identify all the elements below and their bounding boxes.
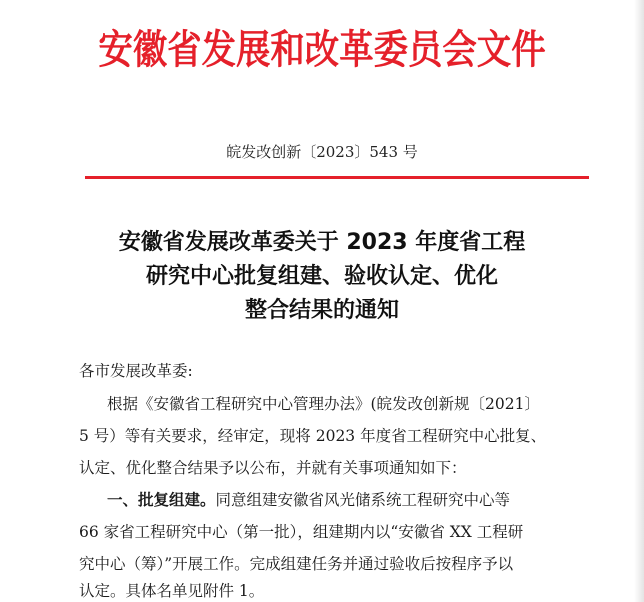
notice-title-line-3: 整合结果的通知 [244, 298, 399, 323]
issuing-organization-header: 安徽省发展和改革委员会文件 [98, 27, 546, 73]
header-red-rule [85, 176, 589, 179]
section-1-line-2: 66 家省工程研究中心（第一批），组建期内以“安徽省 XX 工程研 [79, 523, 524, 541]
section-1-line-1-text: 同意组建安徽省风光储系统工程研究中心等 [215, 491, 511, 509]
paragraph-1-line-1: 根据《安徽省工程研究中心管理办法》(皖发改创新规〔2021〕 [107, 395, 540, 413]
paragraph-1-line-3: 认定、优化整合结果予以公布，并就有关事项通知如下： [79, 459, 467, 477]
section-1-heading: 一、批复组建。 [107, 491, 216, 509]
notice-title-line-1: 安徽省发展改革委关于 2023 年度省工程 [118, 230, 526, 255]
page-edge-shadow [634, 0, 644, 602]
document-number: 皖发改创新〔2023〕543 号 [226, 143, 418, 161]
section-1-line-4: 认定。具体名单见附件 1。 [79, 582, 265, 600]
section-1-line-1 [107, 489, 510, 511]
paragraph-1-line-2: 5 号）等有关要求，经审定，现将 2023 年度省工程研究中心批复、 [79, 427, 547, 445]
notice-title-line-2: 研究中心批复组建、验收认定、优化 [145, 264, 498, 289]
salutation: 各市发展改革委: [79, 362, 193, 380]
section-1-line-3: 究中心（筹）”开展工作。完成组建任务并通过验收后按程序予以 [79, 555, 514, 573]
